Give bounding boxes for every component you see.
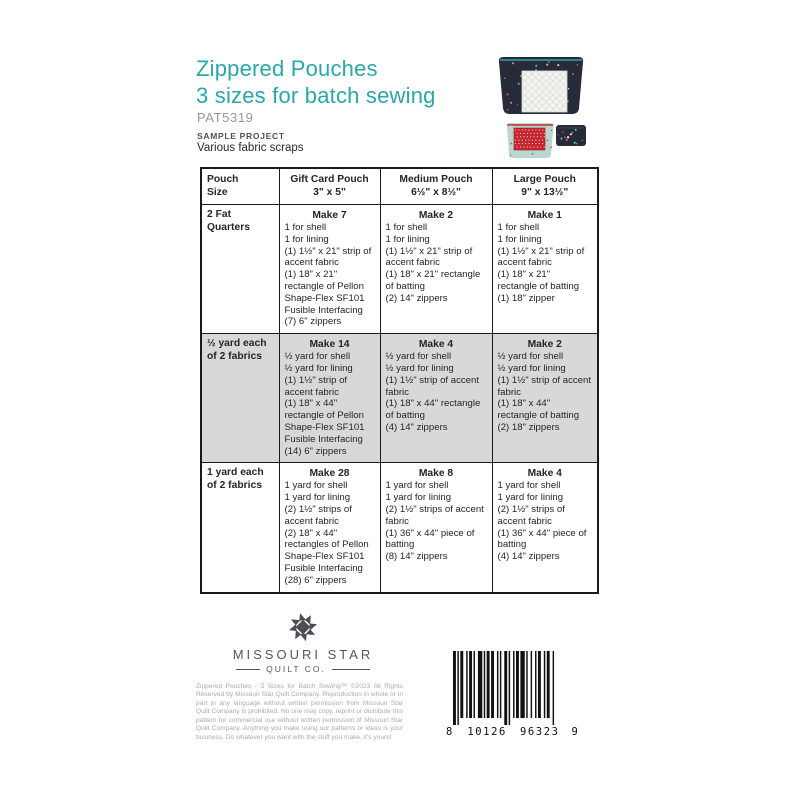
materials-cell: Make 4 ½ yard for shell ½ yard for lining (1) 1½" strip of accent fabric (1) 18" x 44" rectangle of batting (4) 14" zippers [380,334,492,463]
barcode-digit-last: 9 [571,726,578,738]
materials-cell: Make 8 1 yard for shell 1 yard for lining (2) 1½" strips of accent fabric (1) 36" x 44" piece of batting (8) 14" zippers [380,463,492,593]
logo-subline [196,664,410,674]
logo-rule-left [236,669,260,670]
header-line: 9" x 13½" [521,187,569,198]
table-row [201,334,598,463]
page-title [196,55,436,109]
logo-rule-right [332,669,370,670]
header-pouch-size [201,168,279,205]
missouri-star-logo [196,612,410,674]
barcode-digit-group2: 96323 [519,726,560,738]
sample-project-label: SAMPLE PROJECT [197,131,285,141]
barcode-bars [453,651,557,725]
header-line: 3" x 5" [313,187,346,198]
header-line: Size [207,187,228,198]
header-line: Large Pouch [513,174,576,185]
header-gift-card-pouch [279,168,380,205]
header-line: Gift Card Pouch [290,174,369,185]
pouch-photos [485,52,595,164]
materials-cell: Make 1 1 for shell 1 for lining (1) 1½" x 21" strip of accent fabric (1) 18" x 21" rectangle of batting (1) 18" zipper [492,205,598,334]
copyright-text: Zippered Pouches - 3 Sizes for Batch Sewing™ ©2023 All Rights Reserved by Missouri Star Quilt Company. Reproduction in whole or in part in any language without written permission from Missouri Star Quilt Company is prohibited. No one may copy, reprint or distribute this pattern for commercial use without written permission of Missouri Star Quilt Company. Anything you make using our patterns or ideas is your business. Do whatever you want with the stuff you make, it's yours! [196,682,403,741]
materials-cell: Make 2 1 for shell 1 for lining (1) 1½" x 21" strip of accent fabric (1) 18" x 21" rectangle of batting (2) 14" zippers [380,205,492,334]
row-label: 1 yard each of 2 fabrics [201,463,279,593]
logo-sub-text: QUILT CO. [266,664,326,674]
materials-cell: Make 28 1 yard for shell 1 yard for lining (2) 1½" strips of accent fabric (2) 18" x 44" rectangles of Pellon Shape-Flex SF101 Fusible Interfacing (28) 6" zippers [279,463,380,593]
barcode-digits [446,726,578,738]
page-title-line1: Zippered Pouches [196,56,378,81]
table-header-row [201,168,598,205]
header-line: Pouch [207,174,239,185]
header-line: Medium Pouch [399,174,473,185]
materials-cell: Make 14 ½ yard for shell ½ yard for lining (1) 1½" strip of accent fabric (1) 18" x 44" rectangle of Pellon Shape-Flex SF101 Fusible Interfacing (14) 6" zippers [279,334,380,463]
row-label: ½ yard each of 2 fabrics [201,334,279,463]
pattern-number: PAT5319 [197,110,254,125]
table-row [201,205,598,334]
header-medium-pouch [380,168,492,205]
large-pouch-photo [485,57,595,114]
materials-cell: Make 2 ½ yard for shell ½ yard for lining (1) 1½" strip of accent fabric (1) 18" x 44" rectangle of batting (2) 18" zippers [492,334,598,463]
upc-barcode [446,651,578,738]
page-title-line2: 3 sizes for batch sewing [196,83,436,108]
sample-project-value: Various fabric scraps [197,142,304,154]
logo-name: MISSOURI STAR [232,647,374,662]
table-row [201,463,598,593]
barcode-digit-first: 8 [446,726,453,738]
materials-cell: Make 4 1 yard for shell 1 yard for lining (2) 1½" strips of accent fabric (1) 36" x 44" piece of batting (4) 14" zippers [492,463,598,593]
materials-table [200,167,599,594]
barcode-digit-group1: 10126 [467,726,507,738]
medium-pouch-photo [507,123,554,158]
header-large-pouch [492,168,598,205]
small-pouch-photo [556,125,586,146]
materials-cell: Make 7 1 for shell 1 for lining (1) 1½" x 21" strip of accent fabric (1) 18" x 21" rectangle of Pellon Shape-Flex SF101 Fusible Interfacing (7) 6" zippers [279,205,380,334]
quilt-star-icon [285,612,321,644]
row-label: 2 Fat Quarters [201,205,279,334]
header-line: 6½" x 8½" [411,187,461,198]
